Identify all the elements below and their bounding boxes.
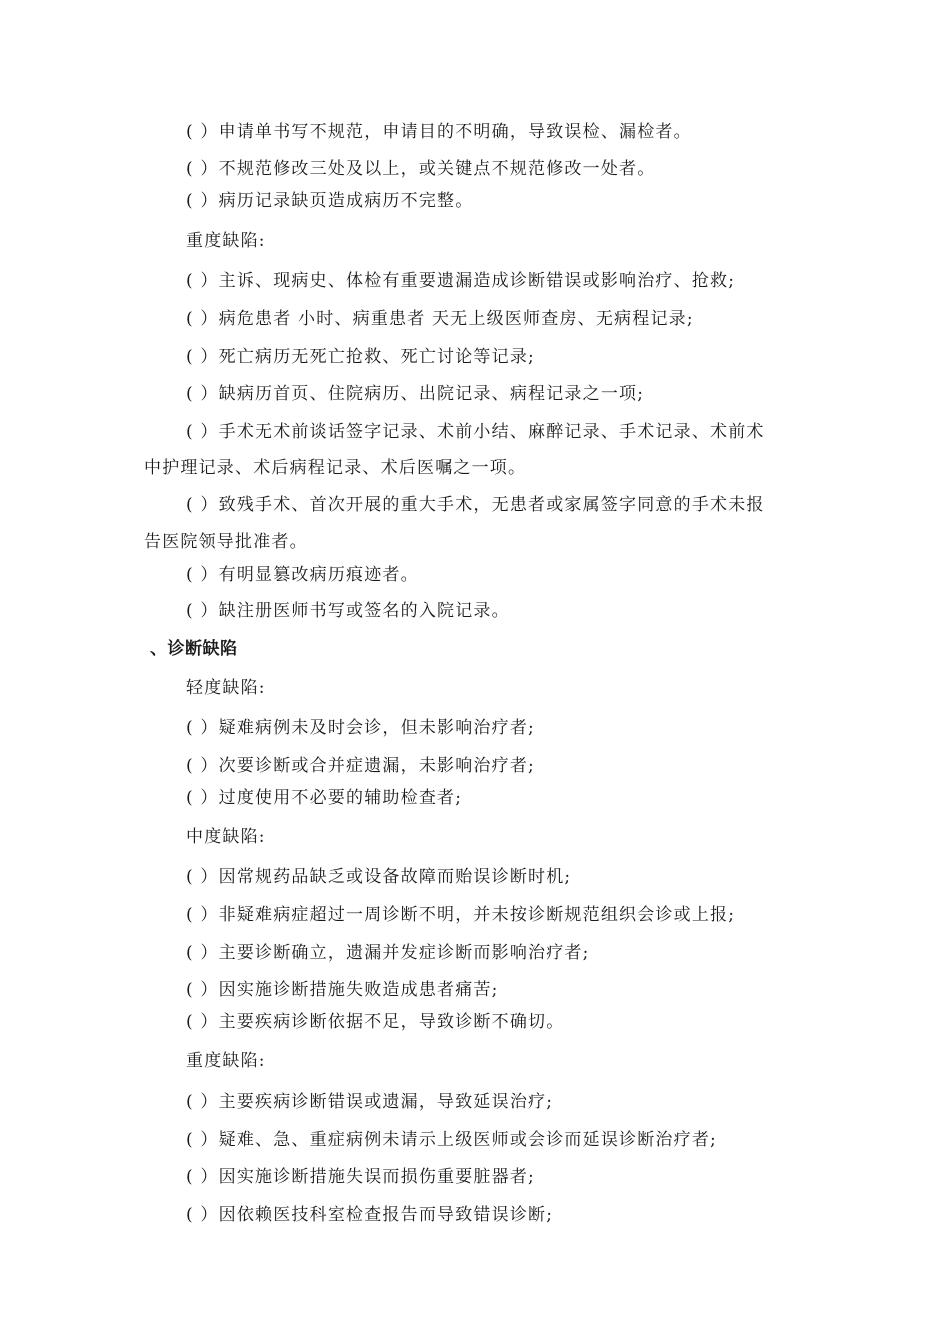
text-line: ( ）病历记录缺页造成病历不完整。 [186, 191, 474, 211]
section-heading: 、诊断缺陷 [150, 639, 238, 659]
section-subheading: 重度缺陷: [186, 1051, 266, 1071]
text-line: 中护理记录、术后病程记录、术后医嘱之一项。 [144, 458, 527, 478]
text-line: ( ）致残手术、首次开展的重大手术，无患者或家属签字同意的手术未报 [186, 495, 765, 515]
text-line: ( ）手术无术前谈话签字记录、术前小结、麻醉记录、手术记录、术前术 [186, 422, 765, 442]
text-line: ( ）病危患者 小时、病重患者 天无上级医师查房、无病程记录; [186, 309, 694, 329]
text-line: ( ）主要疾病诊断依据不足，导致诊断不确切。 [186, 1012, 565, 1032]
text-line: ( ）有明显篡改病历痕迹者。 [186, 565, 419, 585]
section-subheading: 轻度缺陷: [186, 678, 266, 698]
text-line: ( ）因常规药品缺乏或设备故障而贻误诊断时机; [186, 867, 572, 887]
text-line: ( ）疑难病例未及时会诊，但未影响治疗者; [186, 718, 535, 738]
section-subheading: 重度缺陷: [186, 231, 266, 251]
text-line: ( ）因实施诊断措施失败造成患者痛苦; [186, 980, 499, 1000]
text-line: ( ）缺注册医师书写或签名的入院记录。 [186, 601, 510, 621]
text-line: ( ）疑难、急、重症病例未请示上级医师或会诊而延误诊断治疗者; [186, 1130, 717, 1150]
text-line: ( ）因依赖医技科室检查报告而导致错误诊断; [186, 1205, 554, 1225]
text-line: ( ）过度使用不必要的辅助检查者; [186, 788, 463, 808]
text-line: ( ）申请单书写不规范，申请目的不明确，导致误检、漏检者。 [186, 122, 692, 142]
text-line: ( ）缺病历首页、住院病历、出院记录、病程记录之一项; [186, 384, 645, 404]
text-line: ( ）主要疾病诊断错误或遗漏，导致延误治疗; [186, 1092, 554, 1112]
text-line: 告医院领导批准者。 [144, 532, 308, 552]
text-line: ( ）非疑难病症超过一周诊断不明，并未按诊断规范组织会诊或上报; [186, 905, 736, 925]
text-line: ( ）不规范修改三处及以上，或关键点不规范修改一处者。 [186, 159, 656, 179]
text-line: ( ）主要诊断确立，遗漏并发症诊断而影响治疗者; [186, 943, 590, 963]
section-subheading: 中度缺陷: [186, 827, 266, 847]
text-line: ( ）因实施诊断措施失误而损伤重要脏器者; [186, 1167, 535, 1187]
text-line: ( ）死亡病历无死亡抢救、死亡讨论等记录; [186, 347, 535, 367]
text-line: ( ）次要诊断或合并症遗漏，未影响治疗者; [186, 756, 535, 776]
text-line: ( ）主诉、现病史、体检有重要遗漏造成诊断错误或影响治疗、抢救; [186, 271, 736, 291]
